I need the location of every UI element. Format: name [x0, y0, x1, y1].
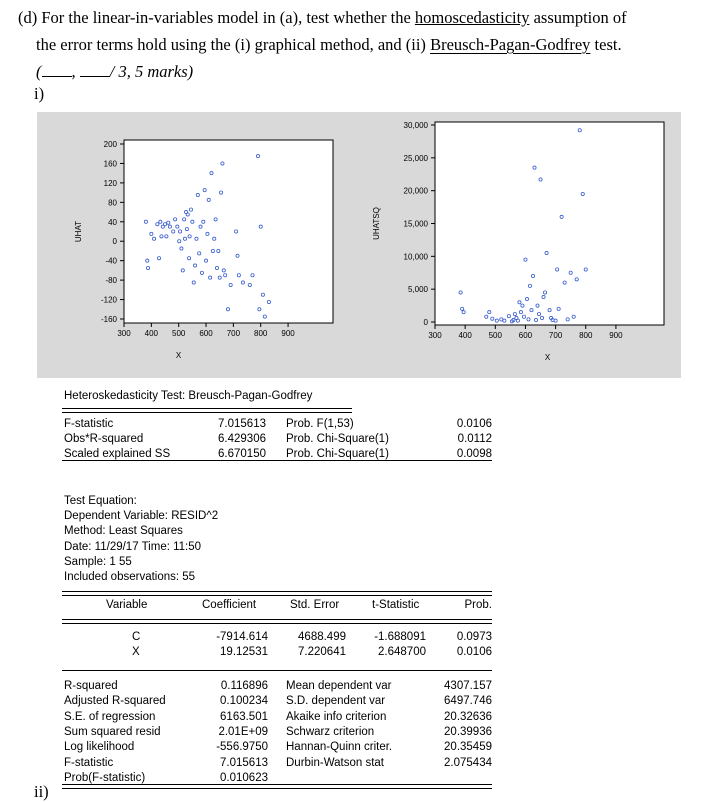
uhatsq-ytick-label: 15,000: [403, 219, 428, 229]
coef-header: Std. Error: [290, 599, 340, 611]
coef-header: t-Statistic: [372, 599, 420, 611]
coef-prob: 0.0106: [456, 646, 492, 658]
stat-label: F-statistic: [64, 756, 114, 769]
uhat-ytick-label: 0: [112, 237, 117, 247]
uhat-xlabel: X: [175, 351, 182, 360]
stat-label: Durbin-Watson stat: [286, 756, 384, 769]
eviews-title: Heteroskedasticity Test: Breusch-Pagan-Godfrey: [64, 390, 313, 402]
coef-t-statistic: -1.688091: [374, 631, 426, 643]
stat-label: S.D. dependent var: [286, 695, 386, 708]
stat-label: S.E. of regression: [64, 710, 156, 723]
uhatsq-ylabel: UHATSQ: [372, 207, 381, 240]
coef-variable: X: [132, 646, 140, 658]
coef-variable: C: [132, 631, 141, 643]
bpg-term: Breusch-Pagan-Godfrey: [430, 35, 591, 54]
stat-value: 2.01E+09: [218, 725, 268, 738]
test-label: F-statistic: [64, 418, 114, 430]
uhat-ytick-label: 40: [108, 217, 117, 227]
test-label: Scaled explained SS: [64, 448, 171, 460]
uhatsq-xtick-label: 600: [518, 331, 533, 340]
sub-question-ii-label: ii): [34, 782, 49, 801]
stat-value: 6497.746: [444, 695, 492, 708]
test-prob: 0.0098: [456, 448, 492, 460]
coef-top-rule: [62, 591, 492, 596]
uhatsq-xtick-label: 300: [428, 331, 442, 340]
stat-label: Mean dependent var: [286, 680, 392, 692]
uhat-plot-area: [124, 140, 333, 323]
stat-value: 6163.501: [220, 710, 268, 723]
uhatsq-ytick-label: 0: [423, 318, 428, 327]
test-equation-line: Dependent Variable: RESID^2: [64, 510, 219, 523]
stat-value: -556.9750: [216, 741, 268, 754]
stat-value: 0.010623: [220, 771, 268, 784]
stat-value: 2.075434: [444, 756, 492, 769]
stat-label: Adjusted R-squared: [64, 695, 166, 708]
uhatsq-xtick-label: 500: [488, 331, 502, 340]
uhatsq-ytick-label: 25,000: [403, 153, 428, 163]
stat-value: 20.35459: [444, 741, 492, 754]
title-rule: [62, 408, 352, 413]
marks-blank-2[interactable]: [80, 62, 110, 77]
uhat-ylabel: UHAT: [74, 220, 83, 243]
uhat-ytick-label: -80: [105, 276, 117, 286]
tests-rule: [62, 460, 492, 461]
test-prob: 0.0112: [457, 433, 492, 445]
stat-label: Akaike info criterion: [286, 710, 387, 723]
stat-label: Hannan-Quinn criter.: [286, 741, 393, 754]
uhatsq-xtick-label: 800: [579, 331, 593, 340]
stat-label: Prob(F-statistic): [64, 771, 146, 784]
stat-label: Log likelihood: [64, 741, 135, 754]
marks-line: ( , / 3, 5 marks): [36, 62, 194, 81]
uhat-xtick-label: 900: [281, 329, 295, 338]
question-text: [18, 4, 698, 85]
coef-header: Coefficient: [202, 599, 257, 611]
uhat-ytick-label: -160: [100, 315, 117, 324]
coef-header: Prob.: [464, 599, 492, 611]
coef-std-error: 4688.499: [298, 631, 346, 643]
homoscedasticity-term: homoscedasticity: [414, 8, 530, 27]
test-prob-label: Prob. F(1,53): [286, 418, 354, 430]
uhatsq-ytick-label: 5,000: [407, 285, 428, 295]
test-equation-line: Test Equation:: [64, 495, 137, 507]
test-prob-label: Prob. Chi-Square(1): [286, 448, 389, 460]
test-equation-line: Date: 11/29/17 Time: 11:50: [64, 540, 202, 553]
stats-bottom-rule: [62, 784, 492, 789]
uhatsq-ytick-label: 10,000: [403, 252, 428, 262]
stat-value: 20.39936: [444, 725, 492, 738]
uhat-xtick-label: 300: [117, 329, 131, 338]
uhatsq-plot-area: [435, 122, 664, 325]
marks-blank-1[interactable]: [42, 62, 72, 77]
uhatsq-ytick-label: 20,000: [403, 186, 428, 196]
coef-coefficient: -7914.614: [216, 631, 268, 643]
coef-std-error: 7.220641: [298, 646, 346, 658]
residual-plots-svg: [37, 112, 681, 378]
uhat-ytick-label: -120: [100, 295, 117, 305]
stat-value: 0.116896: [220, 680, 268, 692]
coef-bottom-rule: [62, 670, 492, 671]
stat-label: Schwarz criterion: [286, 725, 375, 738]
coef-t-statistic: 2.648700: [378, 646, 426, 658]
test-label: Obs*R-squared: [64, 433, 144, 445]
uhat-xtick-label: 600: [199, 329, 213, 338]
uhatsq-xtick-label: 900: [609, 331, 623, 340]
stat-value: 4307.157: [444, 680, 492, 692]
question-line-2: the error terms hold using the (i) graphical method, and (ii) Breusch-Pagan-Godfrey test.: [36, 35, 622, 54]
uhat-ytick-label: -40: [105, 256, 117, 266]
coef-header: Variable: [106, 599, 148, 611]
coef-prob: 0.0973: [456, 631, 492, 643]
uhat-ytick-label: 80: [108, 198, 117, 208]
test-equation-line: Sample: 1 55: [64, 555, 132, 568]
uhatsq-xtick-label: 700: [548, 331, 563, 340]
residual-plots-panel: [37, 112, 681, 378]
uhat-xtick-label: 400: [144, 329, 159, 338]
sub-question-i-label: i): [34, 84, 45, 103]
coef-coefficient: 19.12531: [220, 646, 268, 658]
uhat-ytick-label: 160: [103, 159, 117, 169]
test-equation-line: Included observations: 55: [64, 571, 196, 583]
coef-head-rule: [62, 619, 492, 624]
uhat-xtick-label: 800: [254, 329, 268, 338]
stat-label: R-squared: [64, 680, 118, 692]
stat-label: Sum squared resid: [64, 725, 161, 738]
stat-value: 20.32636: [444, 710, 492, 723]
test-value: 7.015613: [218, 418, 266, 430]
uhat-ytick-label: 200: [103, 140, 117, 149]
uhat-xtick-label: 700: [226, 329, 241, 338]
stat-value: 7.015613: [220, 756, 268, 769]
test-equation-line: Method: Least Squares: [64, 525, 183, 538]
stat-value: 0.100234: [220, 695, 268, 708]
uhatsq-ytick-label: 30,000: [403, 121, 428, 130]
test-value: 6.670150: [218, 448, 266, 460]
uhatsq-xlabel: X: [544, 353, 551, 362]
question-line-1: (d) For the linear-in-variables model in (a), test whether the homoscedasticity assumption of: [18, 8, 627, 27]
uhatsq-xtick-label: 400: [458, 331, 472, 340]
uhat-xtick-label: 500: [172, 329, 186, 338]
uhat-ytick-label: 120: [103, 178, 117, 188]
test-prob: 0.0106: [456, 418, 492, 430]
test-prob-label: Prob. Chi-Square(1): [286, 433, 389, 445]
test-value: 6.429306: [218, 433, 266, 445]
